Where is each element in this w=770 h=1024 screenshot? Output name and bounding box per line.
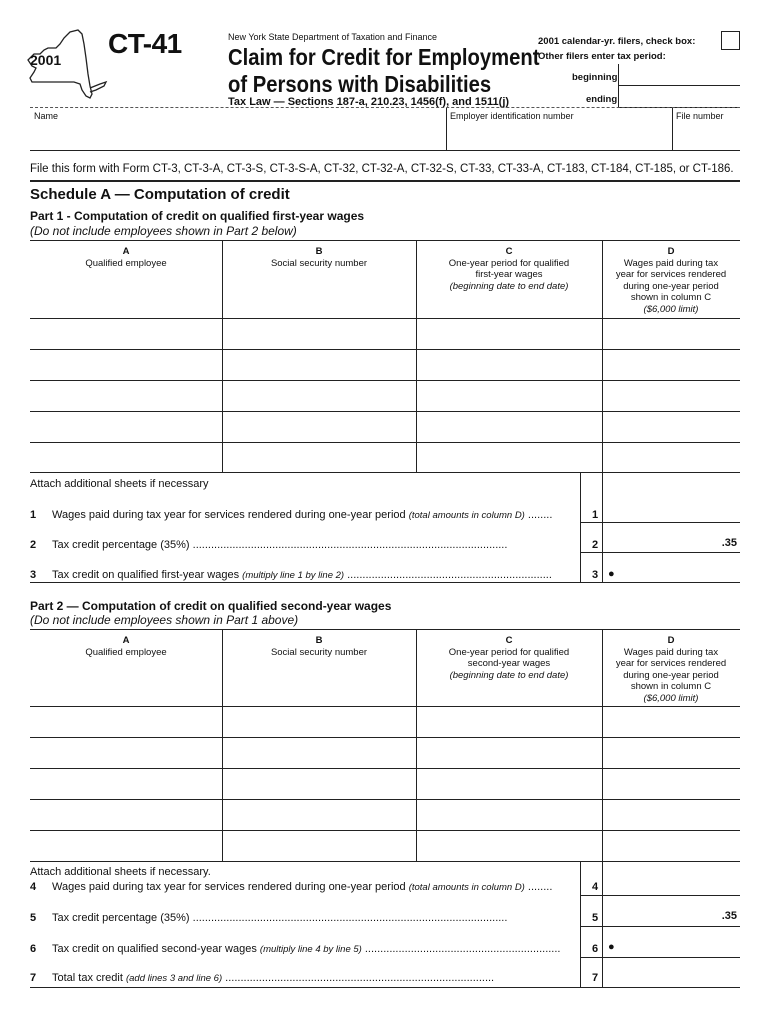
schedule-a-title: Schedule A — Computation of credit: [30, 186, 290, 203]
table-row[interactable]: [31, 831, 740, 861]
line2-value: .35: [721, 537, 737, 549]
table-row[interactable]: [31, 800, 740, 830]
part1-subtitle: (Do not include employees shown in Part 2 below): [30, 224, 297, 238]
line1-description: Wages paid during tax year for services rendered during one-year period (total amounts in column D) ........: [52, 509, 553, 521]
form-title-line2: of Persons with Disabilities: [228, 71, 492, 97]
calendar-year-filers-label: 2001 calendar-yr. filers, check box:: [538, 36, 696, 47]
calendar-year-checkbox[interactable]: [721, 31, 740, 50]
filing-instructions: File this form with Form CT-3, CT-3-A, CT-3-S, CT-3-S-A, CT-32, CT-32-A, CT-32-S, CT-33, CT-33-A, CT-183, CT-184, CT-185, or CT-186.: [30, 163, 734, 175]
line4-description: Wages paid during tax year for services rendered during one-year period (total amounts in column D) ........: [52, 881, 553, 893]
line3-number: 3: [30, 569, 37, 581]
part2-col-c-header: C One-year period for qualified second-year wages (beginning date to end date): [448, 635, 570, 681]
table-row[interactable]: [31, 350, 740, 380]
line7-amount-field[interactable]: [603, 959, 740, 986]
part1-col-d-header: D Wages paid during tax year for services rendered during one-year period shown in column C ($6,000 limit): [615, 246, 727, 315]
form-year: 2001: [30, 52, 62, 68]
line7-number: 7: [30, 972, 37, 984]
line2-description: Tax credit percentage (35%) .......................................................................................................: [52, 539, 508, 551]
line3-amount-field[interactable]: [618, 556, 740, 581]
form-title: [228, 44, 540, 98]
name-field[interactable]: Name: [34, 111, 59, 121]
other-filers-label: Other filers enter tax period:: [538, 51, 666, 62]
ein-field[interactable]: Employer identification number: [450, 111, 574, 121]
fields-divider-1: [446, 108, 447, 150]
beginning-date-field[interactable]: [618, 64, 740, 86]
line6-bullet-icon: ●: [608, 941, 615, 953]
line6-box-number: 6: [592, 943, 599, 955]
line1-number: 1: [30, 509, 37, 521]
header-divider: [30, 107, 740, 108]
line7-box-number: 7: [592, 972, 599, 984]
part1-attach-note: Attach additional sheets if necessary: [30, 478, 209, 490]
part1-col-b-header: B Social security number: [270, 246, 368, 269]
form-title-line1: Claim for Credit for Employment: [228, 44, 540, 70]
table-row[interactable]: [31, 381, 740, 411]
table-row[interactable]: [31, 412, 740, 442]
line4-number: 4: [30, 881, 37, 893]
ending-label: ending: [586, 94, 618, 105]
tax-law-reference: Tax Law — Sections 187-a, 210.23, 1456(f), and 1511(j): [228, 96, 510, 108]
line5-description: Tax credit percentage (35%) .......................................................................................................: [52, 912, 508, 924]
line5-box-number: 5: [592, 912, 599, 924]
line2-box-number: 2: [592, 539, 599, 551]
line7-description: Total tax credit (add lines 3 and line 6) ........................................................................................: [52, 972, 495, 984]
part1-col-a-header: A Qualified employee: [85, 246, 167, 269]
line6-description: Tax credit on qualified second-year wages (multiply line 4 by line 5) ................................................................: [52, 943, 561, 955]
schedule-rule: [30, 180, 740, 182]
table-row[interactable]: [31, 443, 740, 472]
fields-divider-2: [672, 108, 673, 150]
part2-col-b-header: B Social security number: [270, 635, 368, 658]
line3-box-number: 3: [592, 569, 599, 581]
line6-amount-field[interactable]: [618, 928, 740, 956]
table-row[interactable]: [31, 769, 740, 799]
line3-description: Tax credit on qualified first-year wages (multiply line 1 by line 2) ...................................................................: [52, 569, 552, 581]
part2-attach-note: Attach additional sheets if necessary.: [30, 866, 211, 878]
line4-amount-field[interactable]: [603, 866, 740, 894]
part1-title: Part 1 - Computation of credit on qualified first-year wages: [30, 209, 365, 223]
line1-box-number: 1: [592, 509, 599, 521]
ending-date-field[interactable]: [618, 86, 740, 108]
file-number-field[interactable]: File number: [676, 111, 724, 121]
line6-number: 6: [30, 943, 37, 955]
form-number: CT-41: [108, 28, 182, 59]
department-name: New York State Department of Taxation and Finance: [228, 32, 437, 42]
table-row[interactable]: [31, 738, 740, 768]
part2-col-d-header: D Wages paid during tax year for services rendered during one-year period shown in column C ($6,000 limit): [615, 635, 727, 704]
table-row[interactable]: [31, 707, 740, 737]
table-row[interactable]: [31, 319, 740, 349]
part2-col-a-header: A Qualified employee: [85, 635, 167, 658]
line5-value: .35: [721, 910, 737, 922]
line4-box-number: 4: [592, 881, 599, 893]
fields-bottom-rule: [30, 150, 740, 151]
line1-amount-field[interactable]: [603, 500, 740, 522]
beginning-label: beginning: [572, 72, 618, 83]
line3-bullet-icon: ●: [608, 568, 615, 580]
part2-subtitle: (Do not include employees shown in Part 1 above): [30, 613, 299, 627]
line5-number: 5: [30, 912, 37, 924]
part1-col-c-header: C One-year period for qualified first-year wages (beginning date to end date): [448, 246, 570, 292]
line2-number: 2: [30, 539, 37, 551]
part2-title: Part 2 — Computation of credit on qualified second-year wages: [30, 599, 392, 613]
